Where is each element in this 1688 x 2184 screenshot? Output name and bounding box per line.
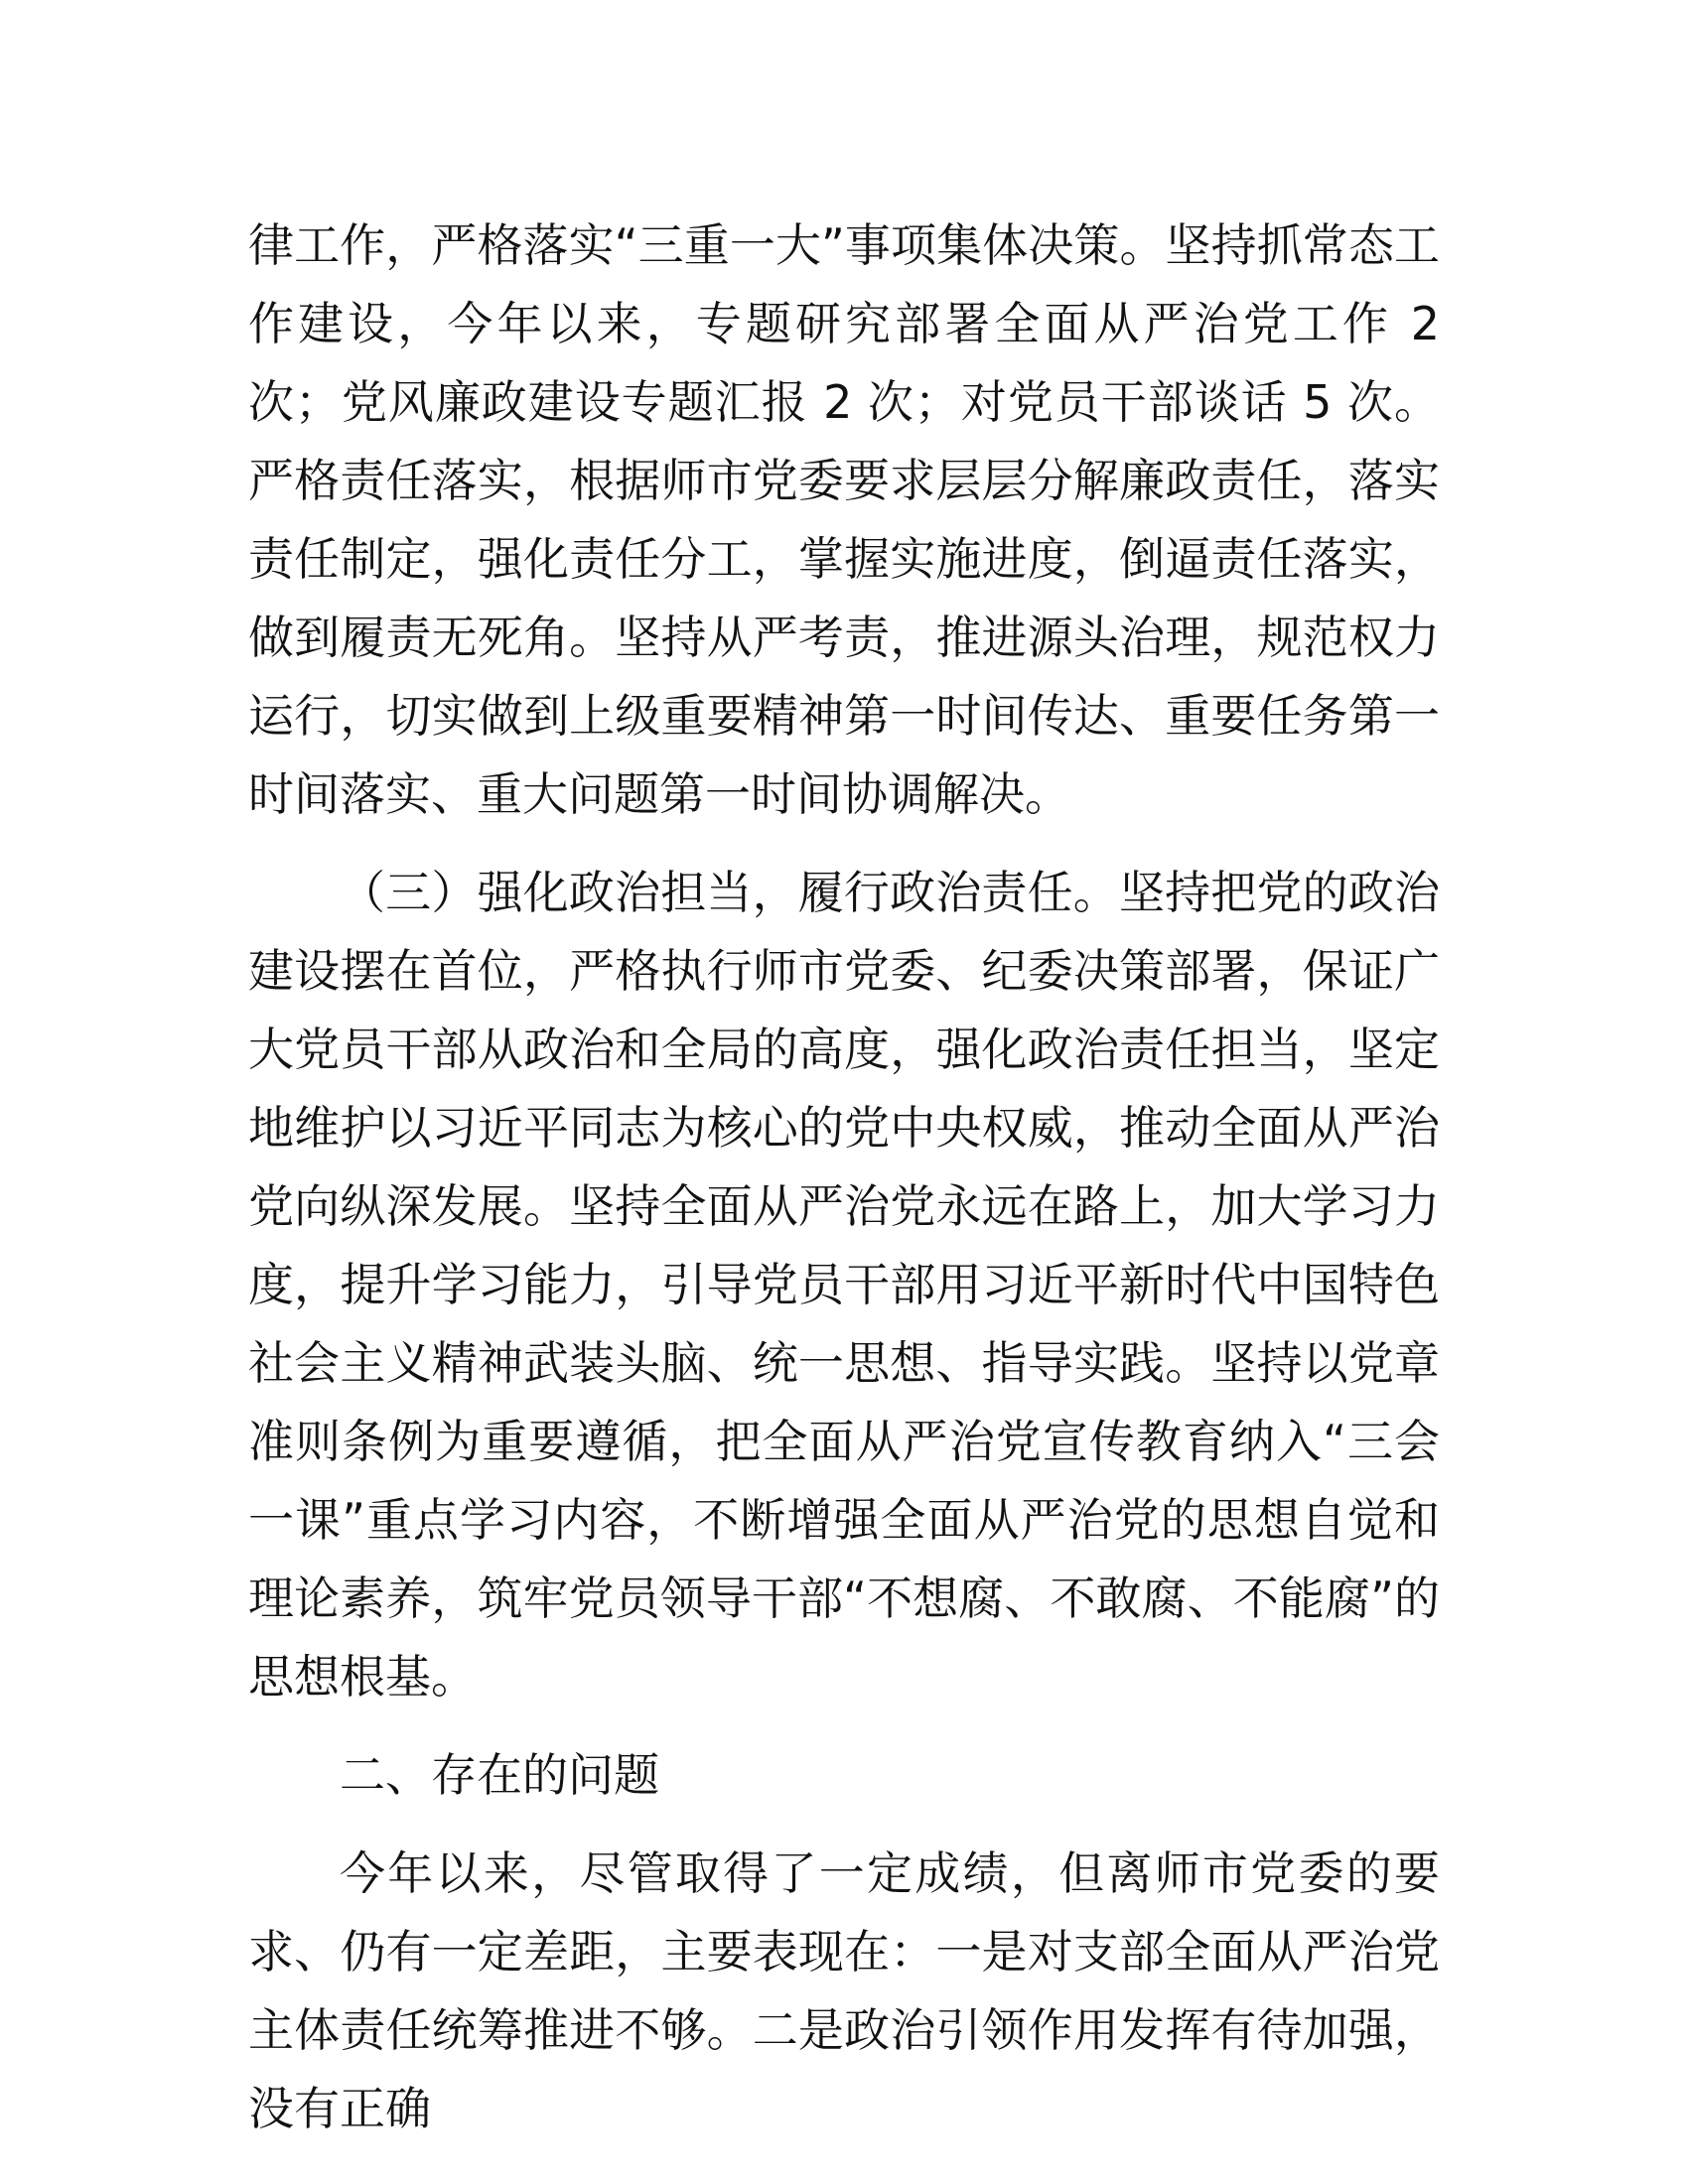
- section-heading-existing-problems: 二、存在的问题: [340, 1748, 659, 1802]
- paragraph-political-responsibility: （三）强化政治担当，履行政治责任。坚持把党的政治建设摆在首位，严格执行师市党委、纪委决策部署，保证广大党员干部从政治和全局的高度，强化政治责任担当，坚定地维护以习近平同志为核心的党中央权威，推动全面从严治党向纵深发展。坚持全面从严治党永远在路上，加大学习力度，提升学习能力，引导党员干部用习近平新时代中国特色社会主义精神武装头脑、统一思想、指导实践。坚持以党章准则条例为重要遵循，把全面从严治党宣传教育纳入“三会一课”重点学习内容，不断增强全面从严治党的思想自觉和理论素养，筑牢党员领导干部“不想腐、不敢腐、不能腐”的思想根基。: [248, 866, 1440, 1704]
- paragraph-problems-summary: 今年以来，尽管取得了一定成绩，但离师市党委的要求、仍有一定差距，主要表现在：一是对支部全面从严治党主体责任统筹推进不够。二是政治引领作用发挥有待加强，没有正确: [248, 1846, 1440, 2135]
- document-body: [248, 206, 1440, 2168]
- paragraph-responsibility-implementation: 律工作，严格落实“三重一大”事项集体决策。坚持抓常态工作建设，今年以来，专题研究部署全面从严治党工作 2 次；党风廉政建设专题汇报 2 次；对党员干部谈话 5 次。严格责任落实，根据师市党委要求层层分解廉政责任，落实责任制定，强化责任分工，掌握实施进度，倒逼责任落实，做到履责无死角。坚持从严考责，推进源头治理，规范权力运行，切实做到上级重要精神第一时间传达、重要任务第一时间落实、重大问题第一时间协调解决。: [248, 218, 1440, 821]
